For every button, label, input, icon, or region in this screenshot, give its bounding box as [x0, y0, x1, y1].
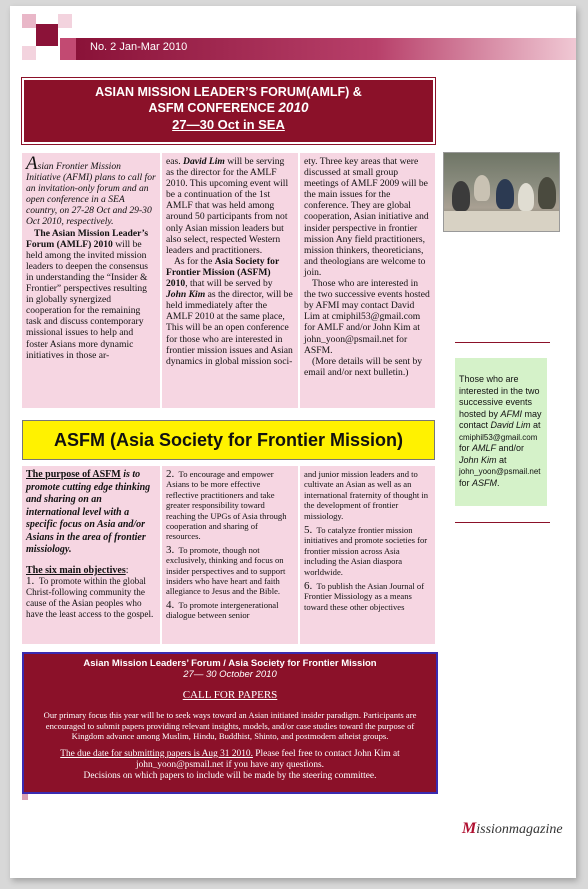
objective-3-text: To promote, though not exclusively, thinking and focus on insider perspectives and to support insiders who have heart and faith allegiance to Jesus and the Bible.: [166, 544, 286, 597]
objective-2: 2. To encourage and empower Asians to be more effective reflective practitioners and take greater responsibility toward reaching the UPGs of Asia through cooperation and sharing of resources.: [166, 468, 287, 542]
mission-magazine-logo: [462, 820, 563, 838]
col2-para1: [166, 156, 294, 256]
decor-square: [60, 38, 76, 60]
col2-p1c: will be serving as the director for the AMLF 2010. This upcoming event will be a continuation of the 1st AMLF that was held among around 50 participants from not only Asian mission leaders but also select, respected Western leaders and practitioners.: [166, 156, 289, 256]
sidebox-text: at: [530, 420, 541, 430]
sidebox-text: Those who are interested in the two successive events hosted by: [459, 374, 540, 419]
objective-4: 4. To promote intergenerational dialogue between senior: [166, 598, 279, 621]
objective-1: 1. To promote within the global Christ-following community the cause of the Asian peoples who have the least access to the gospel.: [26, 574, 154, 619]
cfp-body: Our primary focus this year will be to seek ways toward an Asian initiated insider paradigm. Participants are encouraged to submit papers providing relevant insights, models, and/or case studies toward the purpose of Kingdom advance among Muslim, Hindu, Buddhist, Shinto, and postmodern atheist groups.: [43, 710, 417, 741]
logo-rest: issionmagazine: [476, 822, 563, 837]
cfp-due: The due date for submitting papers is Aug 31 2010.: [60, 748, 253, 759]
sidebox-italic: John Kim: [459, 454, 497, 465]
decor-square: [36, 24, 58, 46]
sidebox-text: for: [459, 443, 473, 453]
dropcap: A: [26, 153, 38, 174]
sidebox-email1[interactable]: cmiphil53@gmail.com: [459, 432, 538, 442]
forum-column-2: [162, 153, 298, 408]
cfp-due-contact: [32, 749, 428, 771]
cfp-contact: Please feel free to contact John Kim at john_yoon@psmail.net if you have any questions.: [135, 748, 400, 770]
asfm-column-3: [300, 466, 435, 644]
objective-6: 6. To publish the Asian Journal of Frontier Missiology as a means toward these other objectives: [304, 580, 425, 612]
decor-square: [22, 14, 36, 28]
objective-6-text: To publish the Asian Journal of Frontier Missiology as a means toward these other objectives: [304, 581, 425, 612]
objective-5-text: To catalyze frontier mission initiatives and promote societies for frontier mission across Asia including the Asian diaspora worldwide.: [304, 525, 428, 577]
sidebox-italic: David Lim: [490, 420, 531, 430]
objectives-label: The six main objectives: [26, 564, 126, 576]
banner-year: 2010: [278, 100, 309, 115]
asfm-title: ASFM (Asia Society for Frontier Mission): [22, 420, 435, 460]
decor-square: [58, 14, 72, 28]
objective-2-text: To encourage and empower Asians to be more effective reflective practitioners and take greater responsibility toward reaching the UPGs of Asia through cooperation and sharing of resources.: [166, 469, 287, 542]
objective-3: 3. To promote, though not exclusively, thinking and focus on insider perspectives and to support insiders who have heart and faith allegiance to Jesus and the Bible.: [166, 543, 286, 597]
sidebox-italic: AFMI: [500, 408, 523, 419]
sidebox-italic: ASFM: [472, 477, 498, 488]
col2-p2b: Asia Society for Frontier Mission (ASFM) 2010: [166, 255, 280, 290]
sidebar-rule-bottom: [455, 522, 550, 523]
issue-number: No. 2 Jan-Mar 2010: [90, 41, 188, 53]
asfm-purpose: [26, 469, 156, 557]
col2-p1a: eas.: [166, 156, 184, 167]
col1-p2-text: will be held among the invited mission leaders to deepen the consensus in understanding the “Insider & Frontier” perspectives resulting in globally synergized cooperation for the remaining task and discuss contemporary missional issues to help and foster Asians more dynamic initiatives in those ar-: [26, 238, 149, 361]
banner-line1: ASIAN MISSION LEADER’S FORUM(AMLF) &: [95, 85, 362, 99]
col3-para2: Those who are interested in the two successive events hosted by AFMI may contact David Lim at cmiphil53@gmail.com for AMLF and/or John Kim at john_yoon@psmail.net for ASFM.: [304, 278, 430, 356]
cfp-dates: 27— 30 October 2010: [183, 669, 277, 680]
forum-column-1: [22, 153, 160, 408]
col1-para2: [26, 228, 156, 361]
objectives-heading: The six main objectives:: [26, 564, 129, 576]
sidebox-text: may contact: [459, 408, 542, 430]
banner-dates: 27—30 Oct in SEA: [172, 117, 285, 132]
col2-name: David Lim: [183, 156, 225, 167]
col2-p2e: as the director, will be held immediately after the AMLF 2010 at the same place, This will be an open conference for those who are interested in frontier mission issues and Asian dynamics in global mission soci-: [166, 289, 293, 367]
col3-para3: (More details will be sent by email and/or next bulletin.): [304, 355, 423, 378]
decor-square: [22, 794, 28, 800]
logo-m: M: [462, 820, 477, 837]
purpose-label: The purpose of ASFM: [26, 469, 121, 480]
objective-1-text: To promote within the global Christ-following community the cause of the Asian peoples who have the least access to the gospel.: [26, 575, 154, 619]
meeting-photo: [443, 152, 560, 232]
decor-square: [22, 46, 36, 60]
col1-para1: [26, 153, 156, 228]
col2-p2a: As for the: [174, 255, 215, 267]
sidebox-text: at: [496, 454, 507, 465]
asfm-column-1: [22, 466, 160, 644]
forum-column-3: [300, 153, 435, 408]
cfp-decision: Decisions on which papers to include will be made by the steering committee.: [83, 770, 377, 781]
banner-line2: [24, 100, 433, 115]
asfm-column-2: [162, 466, 298, 644]
col2-p2c: , that will be served by: [185, 278, 273, 290]
cfp-title: Asian Mission Leaders’ Forum / Asia Society for Frontier Mission: [83, 658, 377, 669]
sidebox-italic: AMLF: [472, 443, 497, 453]
sidebox-text: for: [459, 477, 473, 488]
col2-para2: [166, 256, 294, 367]
cfp-heading: CALL FOR PAPERS: [182, 689, 278, 701]
banner-line2-text: ASFM CONFERENCE: [148, 101, 275, 115]
objective-4-cont: and junior mission leaders and to cultivate an Asian as well as an international fraternity of thought in the development of frontier missiology.: [304, 469, 429, 521]
sidebar-rule-top: [455, 342, 550, 343]
objective-5: 5. To catalyze frontier mission initiatives and promote societies for frontier mission across Asia including the Asian diaspora worldwide.: [304, 524, 428, 577]
objective-4-text: To promote intergenerational dialogue between senior: [166, 599, 279, 621]
purpose-text: is to promote cutting edge thinking and sharing on an international level with a specific focus on Asia and/or Asians in the area of frontier missiology.: [26, 469, 151, 555]
sidebox-text: .: [497, 477, 500, 488]
forum-banner: [22, 78, 435, 144]
contact-sidebox: [455, 358, 547, 506]
sidebox-text: and/or: [496, 443, 525, 453]
col1-p1: sian Frontier Mission Initiative (AFMI) plans to call for an invitation-only forum and an open conference in a SEA country, on 27-28 Oct and 29-30 Oct 2010, respectively.: [26, 161, 156, 228]
call-for-papers-box: [22, 652, 438, 794]
col2-p2d: John Kim: [166, 289, 206, 301]
sidebox-email2[interactable]: john_yoon@psmail.net: [459, 467, 541, 476]
col1-p2-bold: The Asian Mission Leader’s Forum (AMLF) 2010: [26, 227, 149, 250]
col3-para1: ety. Three key areas that were discussed at small group meetings of AMLF 2009 will be the main issues for the conference. They are global cooperation, Asian initiative and insider perspective in frontier mission Any field practitioners, mission thinkers, theoreticians, and theologians are welcome to join.: [304, 156, 429, 278]
